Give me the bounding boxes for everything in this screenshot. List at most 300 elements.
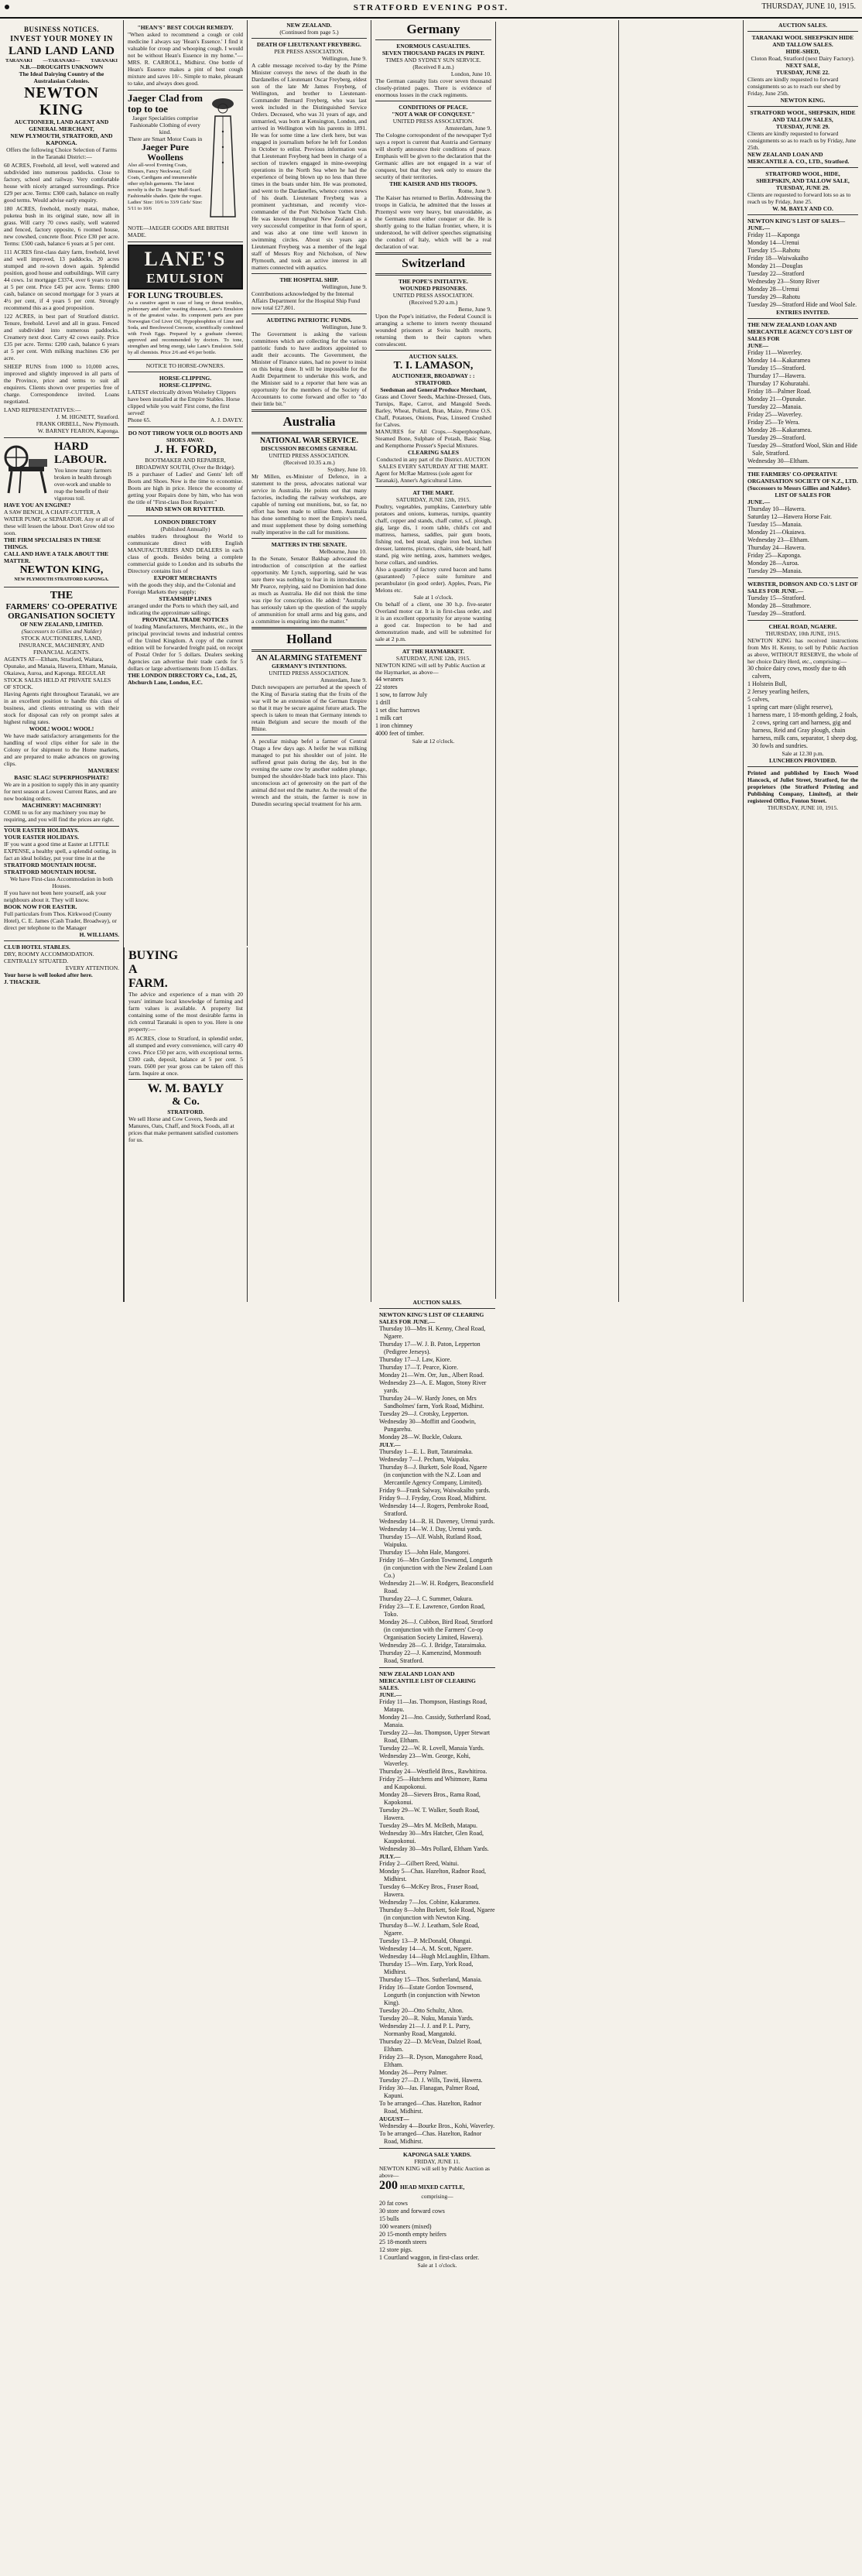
germany-heading: Germany — [406, 22, 460, 36]
august-label: AUGUST— — [379, 2115, 409, 2122]
list-item: Friday 11—Waverley. — [747, 349, 802, 356]
labour-text: You know many farmers broken in health through over-work and unable to reap the benefit of their vigorous toil. — [54, 467, 112, 502]
bayly-town: STRATFORD. — [167, 1108, 204, 1115]
easter-text: IF you want a good time at Easter at LITTLE EXPENSE, a healthy spell, a splendid outing, in fact an ideal holiday, put your time in at the — [4, 841, 116, 862]
manager-name: H. WILLIAMS. — [79, 931, 119, 938]
funds-text: The Government is asking the various committees which are collecting for the various patriotic funds to have auditors appointed to audit their accounts. The Government, the Minister of Finance states, had no power to insist on this being done. It will be impossible for the Audit Department to undertake this work, and the Minister said to a reporter that here was an opportunity for the members of the Society of Accountants to come forward and offer to "do their little bit." — [251, 331, 367, 407]
united-press: UNITED PRESS ASSOCIATION. — [392, 292, 474, 299]
clipping-contact — [128, 416, 243, 423]
list-item: Tuesday 29—J. Crotsky, Lepperton. — [379, 1410, 469, 1417]
clients-text: Clients are kindly requested to forward consignments so as to reach our shed by Friday, June 25th. — [747, 76, 841, 97]
list-item: Friday 16—Estate Gordon Townsend, Longurth (in conjunction with Newton King). — [379, 1984, 480, 2006]
jaeger-heading: Jaeger Clad from top to toe — [128, 92, 203, 115]
list-item: 1 Courtland waggon, in first-class order. — [379, 2254, 480, 2261]
mart-date: SATURDAY, JUNE 12th, 1915. — [395, 496, 471, 503]
list-item: 1 milk cart — [375, 714, 402, 721]
jaeger-text-block — [128, 93, 203, 224]
cheal-date: THURSDAY, 10th JUNE, 1915. — [765, 630, 841, 637]
specialises-line: THE FIRM SPECIALISES IN THESE THINGS. — [4, 536, 101, 550]
list-item: 30 choice dairy cows, mostly due to 4th calvers, — [747, 665, 847, 680]
sale-time: Sale at 12 o'clock. — [412, 738, 455, 745]
divider — [379, 1667, 495, 1668]
list-item: Monday 14—Kakaramea — [747, 357, 811, 364]
list-item: 20 15-month empty heifers — [379, 2231, 446, 2238]
list-item: Tuesday 22—Stratford — [747, 270, 805, 277]
list-item: 1 spring cart mare (slight reserve), — [747, 704, 833, 711]
buying-farm-text: 85 ACRES, close to Stratford, in splendid order, all stumped and every convenience, will carry 40 cows. Price £50 per acre, with exceptional terms. £300 cash, deposit, balance at 5 per cent. 5 years. £600 per year gross can be taken off this farm. Inquire at once. — [128, 1035, 243, 1077]
list-item: Thursday 15—Alf. Walsh, Rutland Road, Waipuku. — [379, 1533, 482, 1548]
list-item: Tuesday 29—Stratford Wool, Skin and Hide Sale, Stratford. — [747, 442, 858, 457]
list-item: Tuesday 15—Rahotu — [747, 247, 800, 254]
nk-sales-heading: NEWTON KING'S LIST OF SALES— — [747, 218, 846, 224]
list-item: Thursday 17—T. Pearce, Kiore. — [379, 1364, 459, 1371]
divider — [747, 214, 858, 215]
june-label: JUNE— — [747, 342, 769, 349]
list-item: Thursday 17 Kohuratahi. — [747, 380, 810, 387]
buying-farm-column — [124, 947, 248, 1302]
club-hotel-heading: CLUB HOTEL STABLES. — [4, 944, 70, 951]
hard-heading: HARD — [54, 440, 89, 453]
list-item: 1 Holstein Bull, — [747, 680, 787, 687]
list-item: To be arranged—Chas. Hazelton, Radnor Road, Midhirst. — [379, 2130, 482, 2145]
taranaki-word: —TARANAKI— — [43, 58, 80, 63]
clearing-text: Conducted in any part of the District. AUCTION SALES EVERY SATURDAY AT THE MART. — [376, 456, 491, 470]
list-item: Monday 21—Okaiawa. — [747, 529, 806, 536]
cheal-road-heading: CHEAL ROAD, NGAERE. — [768, 623, 837, 630]
stratford-hide-heading: STRATFORD WOOL, HIDE, SHEEPSKIN, AND TALLOW SALE, — [756, 170, 850, 184]
list-item: Tuesday 15—Stratford. — [747, 594, 806, 601]
cheal-items — [747, 665, 858, 750]
call-line: CALL AND HAVE A TALK ABOUT THE MATTER. — [4, 550, 109, 564]
ford-text: IS a purchaser of Ladies' and Gents' left off Boots and Shoes. Now is the time to economise. Boots are high in price. Hence the economy of getting your Repairs done by him, who has won the title of "First-class Boot Repairer." — [128, 471, 243, 505]
funds-heading: AUDITING PATRIOTIC FUNDS. — [266, 317, 352, 324]
newton-king-signature-towns: NEW PLYMOUTH STRATFORD KAPONGA. — [14, 577, 109, 582]
club-owner: J. THACKER. — [4, 978, 41, 985]
received-time: (Received 8 a.m.) — [412, 63, 454, 70]
continued-note: (Continued from page 5.) — [279, 29, 339, 36]
accommodation-text: We have First-class Accommodation in both Houses. — [10, 875, 113, 889]
list-item: 1 harness mare, 1 18-month gelding, 2 foals, 2 cows, spring cart and harness, gig and harness, Reid and Gray plough, chain harness, milk cans, separator, 1 sheep dog, 30 fowls and sundries. — [747, 711, 858, 749]
list-item: Wednesday 14—R. H. Daveney, Urenui yards. — [379, 1518, 495, 1525]
list-item: Friday 25—Te Wera. — [747, 419, 800, 426]
list-item: 44 weaners — [375, 676, 404, 683]
divider — [747, 620, 858, 621]
comprising-label: comprising— — [421, 2193, 453, 2200]
list-item: 1 iron chimney — [375, 722, 413, 729]
nk-june-list — [379, 1325, 495, 1441]
nzl-august-list — [379, 2122, 495, 2146]
clipping-heading: HORSE-CLIPPING. — [159, 375, 212, 382]
bayly-sign: W. M. BAYLY AND CO. — [772, 205, 833, 212]
list-item: Thursday 1—E. L. Butt, Tataraimaka. — [379, 1448, 474, 1455]
bayly-co: & Co. — [172, 1096, 200, 1108]
agent-text: Agent for McRae Mattress (sole agent for Taranaki), Anner's Agricultural Lime. — [375, 470, 473, 484]
list-item: 25 18-month steers — [379, 2239, 427, 2245]
coop-name-line: ORGANISATION SOCIETY — [8, 611, 115, 621]
june-label: JUNE.— — [747, 224, 770, 231]
column-5 — [375, 1299, 495, 2576]
list-item: Monday 28—Auroa. — [747, 560, 799, 567]
london-text: enables traders throughout the World to communicate direct with English MANUFACTURERS AND DEALERS in each class of goods. Besides being a complete commercial guide to London and its suburbs the Directory contains lists of — [128, 533, 243, 574]
list-item: Thursday 22—J. Kamenzind, Monmouth Road, Stratford. — [379, 1649, 481, 1664]
list-item: 30 store and forward cows — [379, 2208, 445, 2215]
labour-heading: LABOUR. — [54, 454, 107, 466]
dateline: Wellington, June 9. — [321, 55, 367, 62]
list-item: Friday 16—Mrs Gordon Townsend, Longurth (in conjunction with the New Zealand Loan Co.) — [379, 1557, 493, 1579]
column-1 — [0, 20, 124, 1302]
list-item: Wednesday 30—Eltham. — [747, 457, 809, 464]
divider — [747, 106, 858, 107]
coop-roles: STOCK AUCTIONEERS, LAND, INSURANCE, MACHINERY, AND FINANCIAL AGENTS. — [19, 635, 104, 656]
newspaper-title: STRATFORD EVENING POST. — [353, 3, 509, 12]
list-item: Monday 21—Jno. Cassidy, Sutherland Road, Manaia. — [379, 1714, 491, 1728]
hospital-ship-text: Contributions acknowledged by the Internal Affairs Department for the Hospital Ship Fund now total £27,801. — [251, 290, 361, 311]
london-company: THE LONDON DIRECTORY Co., Ltd., 25, Abchurch Lane, London, E.C. — [128, 672, 238, 686]
taranaki-row — [4, 58, 119, 63]
list-item: Friday 23—T. E. Lawrence, Gordon Road, Toko. — [379, 1603, 485, 1618]
list-item: 5 calves, — [747, 696, 769, 703]
list-item: Tuesday 29—Stratford. — [747, 610, 806, 617]
pope-text: Upon the Pope's initiative, the Federal Council is arranging a scheme to intern twenty thousand wounded prisoners at Swiss health resorts, returning them to their captors when convalescent. — [375, 313, 491, 348]
list-item: Thursday 17—W. J. B. Paton, Lepperton (Pedigree Jerseys). — [379, 1341, 481, 1355]
easter-heading: YOUR EASTER HOLIDAYS. — [4, 827, 80, 834]
business-notices-heading: BUSINESS NOTICES. — [23, 26, 100, 33]
june-label: JUNE.— — [379, 1691, 402, 1698]
cattle-count: 200 — [379, 2179, 398, 2192]
club-dry: DRY, ROOMY ACCOMMODATION. — [4, 951, 94, 957]
divider — [379, 1308, 495, 1309]
mountain-house-name: STRATFORD MOUNTAIN HOUSE. — [4, 862, 97, 868]
list-item: 1 drill — [375, 699, 391, 706]
farm-listing: 111 ACRES first-class dairy farm, freehold, level and well improved, 13 paddocks, 20 acres stumped and re-sown down again. Splendid position, good house and outbuildings. Will carry 44 cows. 1st mortgage £3374, over 6 years to run at 5 per cent. Price £45 per acre. Terms: £800 cash, balance on second mortgage for 3 years at 4½ per cent, if 4 years 5 per cent. Strongly recommend this as a good proposition. — [4, 248, 119, 311]
land-rep: W. BARNEY FEARON, Kaponga. — [37, 427, 119, 434]
coop-name-line: OF NEW ZEALAND, LIMITED. — [19, 621, 104, 628]
masthead — [0, 0, 862, 19]
divider — [375, 273, 491, 276]
list-item: 100 weaners (mixed) — [379, 2223, 432, 2230]
imprint: Printed and published by Enoch Wood Hancock, of Juliet Street, Stratford, for the proprietors (the Stratford Printing and Publishing Company, Limited), at their registered Office, Fenton Street. — [747, 769, 858, 804]
lamason-role: AUCTIONEER, BROADWAY : : STRATFORD. — [392, 372, 475, 386]
dateline: Sydney, June 10. — [327, 466, 367, 473]
manures-heading: MANURES! — [87, 767, 119, 774]
list-item: Monday 21—Wm. Orr, Jun., Albert Road. — [379, 1372, 484, 1379]
divider — [747, 31, 858, 32]
list-item: Monday 21—Douglas — [747, 262, 803, 269]
list-item: Thursday 8—John Burkett, Sole Road, Ngaere (in conjunction with Newton King. — [379, 1906, 495, 1921]
list-item: Wednesday 30—Mrs Hatcher, Glen Road, Kaupokonui. — [379, 1830, 484, 1845]
list-item: Monday 21—Opunake. — [747, 396, 806, 402]
london-published: (Published Annually) — [160, 526, 210, 533]
list-item: Wednesday 7—Jos. Cobine, Kakaramea. — [379, 1899, 481, 1906]
sale-date: TUESDAY, JUNE 29. — [775, 184, 830, 191]
farm-listing: 60 ACRES, Freehold, all level, well watered and subdivided into numerous paddocks. Close to factory, school and railway. Very comfortable house with nicely arranged surroundings. Price £29 per acre. Terms: £300 cash, balance on really good terms. Would advise early enquiry. — [4, 162, 119, 204]
land-rep: J. M. HIGNETT, Stratford. — [56, 413, 119, 420]
list-item: Wednesday 14—J. Rogers, Pembroke Road, Stratford. — [379, 1502, 489, 1517]
list-item: 2 Jersey yearling heifers, — [747, 688, 809, 695]
divider — [4, 940, 119, 941]
divider — [747, 318, 858, 319]
dateline: Berne, June 9. — [458, 306, 491, 313]
divider — [375, 252, 491, 255]
column-4a — [375, 22, 496, 1299]
coop-text: Having Agents right throughout Taranaki, we are in an excellent position to handle this class of business, and clients entrusting us with their stock for disposal can rely on prompt sales at highest ruling rates. — [4, 690, 119, 725]
fco-heading: THE FARMERS' CO-OPERATIVE ORGANISATION SOCIETY OF N.Z., LTD. (Successors to Messrs Gillies and Nalder). — [747, 471, 858, 492]
mart-text: Poultry, vegetables, pumpkins, Canterbury table potatoes and onions, kumeras, turnips, quantity chaff, copper and stands, chaff cutter, s.f. plough, gig, large dis, 1 room table, child's cot and mattress, harness, saddles, pair gum boots, fishing rod, bed stead, single iron bed, kitchen dresser, lanterns, pictures, chairs, side board, half stand, pig wire netting, axes, hammers wedges, horse collars, and sundries. — [375, 503, 491, 566]
london-heading: LONDON DIRECTORY — [154, 519, 217, 526]
received-time: (Received 9.20 a.m.) — [409, 299, 458, 306]
list-item: Wednesday 30—Moffitt and Goodwin, Pungarehu. — [379, 1418, 476, 1433]
list-item: Monday 28—Kakaramea. — [747, 426, 812, 433]
jaeger-ad — [128, 91, 243, 242]
holland-text: Dutch newspapers are perturbed at the speech of the King of Bavaria stating that the fruits of the war will be an extension of the German Empire so that it may be secure against future attack. The speech is taken to mean that Germany intends to retain Belgium and secure the mouth of the Rhine. — [251, 683, 367, 732]
united-press: UNITED PRESS ASSOCIATION. — [269, 670, 350, 677]
germany-text: The German casualty lists cover seven thousand closely-printed pages. There is evidence of enormous losses in the crack regiments. — [375, 77, 491, 98]
list-item: Thursday 22—D. McVean, Dalziel Road, Eltham. — [379, 2038, 482, 2053]
list-item: Friday 25—Kaponga. — [747, 552, 802, 559]
nk-sales-list — [747, 231, 858, 309]
kaponga-items — [379, 2200, 495, 2262]
list-item: Tuesday 29—Manaia. — [747, 567, 802, 574]
list-item: Wednesday 21—J. J. and P. L. Parry, Normanby Road, Mangatoki. — [379, 2023, 470, 2037]
sale-time: Sale at 1 o'clock. — [413, 594, 453, 601]
nzl-clearing-heading: NEW ZEALAND LOAN AND MERCANTILE LIST OF CLEARING SALES. — [379, 1670, 476, 1691]
list-item: Thursday 22—J. C. Summer, Oakura. — [379, 1595, 473, 1602]
australia-heading: Australia — [282, 414, 336, 429]
list-item: Thursday 10—Mrs H. Kenny, Cheal Road, Ngaere. — [379, 1325, 486, 1340]
webster-heading: WEBSTER, DOBSON AND CO.'S LIST OF SALES FOR JUNE.— — [747, 581, 858, 594]
list-item: Friday 9—J. Fryday, Cross Road, Midhirst. — [379, 1495, 487, 1502]
list-item: Tuesday 29—Stratford. — [747, 434, 806, 441]
newton-king-name: NEWTON KING — [24, 84, 99, 118]
dateline: Amsterdam, June 9. — [320, 677, 367, 683]
clipping-heading: HORSE-CLIPPING. — [159, 382, 212, 389]
club-attention: EVERY ATTENTION. — [65, 964, 119, 971]
peace-heading: CONDITIONS OF PEACE. — [399, 104, 468, 111]
list-item: Thursday 15—John Hale, Mangorei. — [379, 1549, 470, 1556]
provincial-text: of leading Manufacturers, Merchants, etc., in the principal provincial towns and industrial centres of the United Kingdom. A copy of the current edition will be forwarded freight paid, on receipt of Postal Order for 5 dollars. Dealers seeking Agencies can advertise their trade cards for 5 dollars or large advertisements from 15 dollars. — [128, 623, 243, 672]
list-item: 22 stores — [375, 683, 398, 690]
list-item: 20 fat cows — [379, 2200, 408, 2207]
divider — [747, 577, 858, 578]
list-item: Monday 28—Strathmore. — [747, 602, 812, 609]
coop-name-line: FARMERS' CO-OPERATIVE — [5, 602, 118, 611]
webster-sales-list — [747, 594, 858, 618]
july-label: JULY.— — [379, 1441, 401, 1448]
bayly-name: W. M. BAYLY — [147, 1082, 224, 1095]
seedsman-line: Seedsman and General Produce Merchant, — [380, 386, 487, 393]
dateline: Amsterdam, June 9. — [445, 125, 491, 132]
list-item: Thursday 24—Hawera. — [747, 544, 806, 551]
ideal-country: The Ideal Dairying Country of the Australasian Colonies. — [19, 70, 104, 84]
list-item: Thursday 15—Thos. Sutherland, Manaia. — [379, 1976, 482, 1983]
june-label: JUNE.— — [747, 498, 770, 505]
mart-heading: AT THE MART. — [412, 489, 454, 496]
list-item: Monday 14—Urenui — [747, 239, 799, 246]
list-item: Thursday 15—Wm. Earp, York Road, Midhirst. — [379, 1961, 474, 1975]
land-word: LAND — [45, 45, 78, 57]
clipping-text: LATEST electrically driven Wolseley Clippers have been installed at the Empire Stables. Horse clipped while you wait! First come, the first served! — [128, 389, 240, 416]
senate-heading: MATTERS IN THE SENATE. — [271, 541, 347, 548]
heans-title: "HEAN'S" BEST COUGH REMEDY. — [137, 24, 234, 31]
list-item: Friday 30—Jas. Flanagan, Palmer Road, Kapuni. — [379, 2084, 480, 2099]
list-item: Tuesday 15—Stratford. — [747, 365, 806, 372]
list-item: Friday 25—Hutchens and Whitmore, Rama and Kaupokonui. — [379, 1776, 487, 1790]
kaponga-heading: KAPONGA SALE YARDS. — [402, 2151, 471, 2158]
basic-slag-heading: BASIC SLAG! SUPERPHOSPHATE! — [14, 774, 109, 781]
hand-sewn: HAND SEWN OR RIVETTED. — [145, 505, 225, 512]
newton-king-signature: NEWTON KING, — [19, 564, 104, 576]
list-item: Tuesday 15—Manaia. — [747, 521, 802, 528]
list-item: Tuesday 13—P. McDonald, Ohangai. — [379, 1937, 472, 1944]
divider — [375, 645, 491, 646]
lanes-text: As a curative agent in case of lung or throat troubles, pulmonary and other wasting diseases, Lane's Emulsion is of the greatest value. Its component parts are pure Norwegian Cod Liver Oil, Hypophosphites of Lime and Soda, and Beechwood Creosote, scientifically combined with Fresh Eggs. Prepared by a graduate chemist; approved and recommended by doctors. To tone, strengthen and bring energy, take Lane's Emulsion. Sold by all chemists. Price 2/6 and 4/6 per bottle. — [128, 300, 243, 355]
pages-heading: SEVEN THOUSAND PAGES IN PRINT. — [381, 50, 485, 57]
masthead-date: THURSDAY, JUNE 10, 1915. — [761, 2, 856, 11]
list-item: Monday 28—Urenui — [747, 286, 799, 293]
divider — [251, 273, 367, 274]
horse-clipping-ad — [128, 360, 243, 427]
easter-heading: YOUR EASTER HOLIDAYS. — [4, 834, 80, 841]
divider — [251, 409, 367, 412]
list-item: Thursday 17—J. Law, Kiore. — [379, 1356, 452, 1363]
death-heading: DEATH OF LIEUTENANT FREYBERG. — [257, 41, 361, 48]
list-item: Thursday 24—W. Hardy Jones, on Mrs Sandholmes' farm, York Road, Midhirst. — [379, 1395, 484, 1410]
list-item: Friday 25—Waverley. — [747, 411, 802, 418]
divider — [375, 350, 491, 351]
list-item: Wednesday 28—G. J. Bridge, Tataraimaka. — [379, 1642, 487, 1649]
column-2 — [124, 20, 248, 946]
newton-king-land-ad — [4, 22, 119, 438]
auction-sales-heading: AUCTION SALES. — [412, 1299, 462, 1306]
wool-text: We have made satisfactory arrangements for the handling of wool clips either for sale in the Colony or for shipment to the Home markets, and are prepared to make advances on growing clips. — [4, 732, 119, 767]
coop-successors: (Successors to Gillies and Nalder) — [21, 628, 102, 635]
stratford-sheepskin-heading: STRATFORD WOOL, SHEPSKIN, HIDE AND TALLOW SALES, — [750, 109, 856, 123]
fco-sales-list — [747, 505, 858, 575]
heans-text: "When asked to recommend a cough or cold medicine I always say 'Hean's Essence.' I find it valuable for croup and whooping cough. I would not be without Hean's Essence in my home."—MRS. R. CARROLL, Midhirst. One bottle of Hean's Essence makes a pint of best cough mixture and saves 10/-. Simple to make, pleasant to take, and always does good. — [128, 31, 243, 87]
neighbours-text: If you have not been here yourself, ask your neighbours about it. They will know. — [4, 889, 107, 903]
ford-ad — [128, 427, 243, 516]
list-item: Monday 26—Perry Palmer. — [379, 2069, 448, 2076]
taranaki-wool-heading: TARANAKI WOOL SHEEPSKIN HIDE AND TALLOW SALES. — [751, 34, 854, 48]
buying-text: The advice and experience of a man with 20 years' intimate local knowledge of farming and farm values is available. A property list containing some of the most desirable farms in rich central Taranaki is open to you. Here is one property:— — [128, 991, 243, 1033]
list-item: Tuesday 27—D. J. Wills, Tawiti, Hawera. — [379, 2077, 483, 2084]
death-text: A cable message received to-day by the Prime Minister conveys the news of the death in the Dardanelles of Lieutenant Oscar Freyberg, eldest son of the late Mr James Freyberg, of Wellington, and brother to Lieutenant-Commander Bernard Freyberg, who was last week included in the Distinguished Service Orders. Deceased, who was 31 years of age, and unmarried, was born at Kensington, London, and arrived in Wellington with his parents in 1891. He was for some time a law clerk here, but was engaged in journalism before he left for London in October to enlist. Previous information was that Lieutenant Freyberg had been in charge of a section of trawlers engaged in mine-sweeping operations in the North Sea when he had the experience of being blown up no less than three times in the boats under him. He was promoted, and went to the Dardanelles, whence comes news of his death. Lieutenant Freyberg was a prominent yachtsman, and recently vice-commander of the Port Nicholson Yacht Club. He was known throughout New Zealand as a very successful competitor in that form of sport, and was also at one time well known in swimming circles. About six years ago Lieutenant Freyberg was a member of the legal staff of Messrs Roy and Nicholson, of New Plymouth, and took an active interest in all matters connected with aquatics. — [251, 62, 367, 271]
hard-labour-ad — [4, 438, 119, 587]
lanes-for: FOR LUNG TROUBLES. — [128, 291, 223, 300]
list-item: Friday 18—Waiwakaiho — [747, 255, 809, 262]
cattle-line — [379, 2179, 495, 2193]
list-item: Thursday 8—J. Burkett, Sole Road, Ngaere (in conjunction with the N.Z. Loan and Mercantile Agency Company, Limited). — [379, 1464, 487, 1486]
divider — [379, 2148, 495, 2149]
per-press: PER PRESS ASSOCIATION. — [274, 48, 344, 55]
lanes-banner — [128, 245, 243, 289]
london-directory-ad — [128, 516, 243, 689]
club-central: CENTRALLY SITUATED. — [4, 957, 69, 964]
book-text: Full particulars from Thos. Kirkwood (County Hotel), C. E. James (Cash Trader, Broadway), or direct per telephone to the Manager — [4, 910, 117, 931]
intentions-heading: GERMANY'S INTENTIONS. — [272, 663, 347, 670]
list-item: Tuesday 22—Jas. Thompson, Upper Stewart Road, Eltham. — [379, 1729, 491, 1744]
nzlma-heading: THE NEW ZEALAND LOAN AND MERCANTILE AGENCY CO'S LIST OF SALES FOR — [747, 321, 853, 342]
kaponga-date: FRIDAY, JUNE 11. — [414, 2158, 460, 2165]
haymarket-text: NEWTON KING will sell by Public Auction at the Haymarket, as above— — [375, 662, 486, 676]
mountain-house-ad — [4, 827, 119, 985]
column-3 — [248, 20, 371, 1302]
nz-heading: NEW ZEALAND. — [286, 22, 332, 29]
list-item: Tuesday 22—W. R. Lovell, Manaia Yards. — [379, 1745, 484, 1752]
dateline: London, June 10. — [450, 70, 491, 77]
invest-heading: INVEST YOUR MONEY IN — [10, 35, 113, 43]
united-press: UNITED PRESS ASSOCIATION. — [269, 452, 350, 459]
list-item: Friday 23—R. Dyson, Manogahere Road, Eltham. — [379, 2054, 483, 2068]
newton-king-sign: NEWTON KING. — [780, 97, 826, 104]
entries-invited: ENTRIES INVITED. — [776, 309, 830, 316]
engine-question: HAVE YOU AN ENGINE? — [4, 502, 71, 509]
received-time: (Received 10.35 a.m.) — [283, 459, 335, 466]
clearing-heading: CLEARING SALES — [407, 449, 460, 456]
next-sale-label: NEXT SALE, — [785, 62, 820, 69]
hospital-ship-heading: THE HOSPITAL SHIP. — [279, 276, 339, 283]
list-item: Wednesday 14—A. M. Scott, Ngaere. — [379, 1945, 474, 1952]
provincial-heading: PROVINCIAL TRADE NOTICES — [142, 616, 229, 623]
list-item: Friday 11—Jas. Thompson, Hastings Road, Matapu. — [379, 1698, 487, 1713]
nzl-july-list — [379, 1860, 495, 2115]
divider — [251, 649, 367, 652]
list-item: Wednesday 23—Stony River — [747, 278, 820, 285]
davey-name: A. J. DAVEY. — [210, 416, 243, 423]
jaeger-details: Also all-wool Evening Coats, Blouses, Fancy Neckwear, Golf Coats, Cardigans and innumerable other stylish garments. The latest novelty is the Dr. Jaeger Muff-Scarf. Fashionable shades. Quite the vogue. Ladies' Size: 10/6 to 33/9 Girls' Size: 5/11 to 10/6 — [128, 163, 203, 211]
dateline: Wellington, June 9. — [321, 324, 367, 331]
list-item: 15 bulls — [379, 2215, 399, 2222]
list-item: 1 sow, to farrow July — [375, 691, 428, 698]
list-item: To be arranged—Chas. Hazelton, Radnor Road, Midhirst. — [379, 2100, 482, 2115]
nzl-june-list — [379, 1698, 495, 1853]
jaeger-sub: Jaeger Specialities comprise Fashionable Clothing of every kind. — [129, 115, 201, 135]
mart-text-3: On behalf of a client, one 30 h.p. five-seater Overland motor car. It is in first-class order, and it is an excellent opportunity for anyone wanting a good car. Inspection to be had and demonstration made, and will be submitted for sale at 2 p.m. — [375, 601, 491, 642]
taranaki-word: TARANAKI — [91, 58, 118, 63]
list-item: Wednesday 4—Bourke Bros., Kohi, Waverley. — [379, 2122, 495, 2129]
column-4 — [371, 20, 619, 2269]
national-service-text: Mr Millen, ex-Minister of Defence, in a statement to the press, advocates national war service in Australia. He points out that many factories, including the railway workshops, are capable of turning out munitions, but, so far, no effort has been made to utilise them. Australia has done something to meet the Empire's need, and must supplement these by doing something really imperative in the call for munitions. — [251, 473, 367, 536]
hideshed-address: Cloton Road, Stratford (next Dairy Factory). — [751, 55, 855, 62]
list-item: Thursday 24—Westfield Bros., Rawhitiroa. — [379, 1768, 487, 1775]
list-item: Monday 28—W. Buckle, Oakura. — [379, 1434, 463, 1440]
machinery-text: COME to us for any machinery you may be requiring, and you will find the prices are right. — [4, 809, 115, 823]
kaiser-heading: THE KAISER AND HIS TROOPS. — [389, 180, 477, 187]
machinery-heading: MACHINERY! MACHINERY! — [22, 802, 101, 809]
jaeger-motor: There are Smart Motor Coats in — [128, 135, 203, 142]
alarm-heading: AN ALARMING STATEMENT — [256, 654, 362, 663]
pope-heading: THE POPE'S INITIATIVE. — [398, 278, 469, 285]
auction-sales-heading: AUCTION SALES. — [409, 353, 458, 360]
jaeger-note: NOTE—JAEGER GOODS ARE BRITISH MADE. — [128, 224, 229, 238]
holland-heading: Holland — [286, 632, 332, 646]
auction-sales-heading: AUCTION SALES. — [778, 22, 827, 29]
list-item: Friday 18—Palmer Road. — [747, 388, 812, 395]
list-item: Thursday 17—Hawera. — [747, 372, 806, 379]
list-item: Wednesday 14—Hugh McLaughlin, Eltham. — [379, 1953, 491, 1960]
boots-question: DO NOT THROW YOUR OLD BOOTS AND SHOES AWAY. — [128, 430, 243, 444]
cheal-text: NEWTON KING has received instructions from Mrs H. Kenny, to sell by Public Auction as above, WITHOUT RESERVE, the whole of her choice Dairy Herd, etc., comprising:— — [747, 637, 858, 665]
export-heading: EXPORT MERCHANTS — [153, 574, 217, 581]
land-reps-label: LAND REPRESENTATIVES:— — [4, 406, 81, 413]
list-item: Tuesday 29—Stratford Hide and Wool Sale. — [747, 301, 857, 308]
sale-time: Sale at 1 o'clock. — [417, 2262, 457, 2269]
coop-the: THE — [50, 590, 74, 601]
lanes-name: LANE'S — [144, 248, 227, 270]
steamship-heading: STEAMSHIP LINES — [159, 595, 212, 602]
list-item: Tuesday 29—Mrs M. McBeth, Matapu. — [379, 1822, 478, 1829]
divider — [251, 313, 367, 314]
